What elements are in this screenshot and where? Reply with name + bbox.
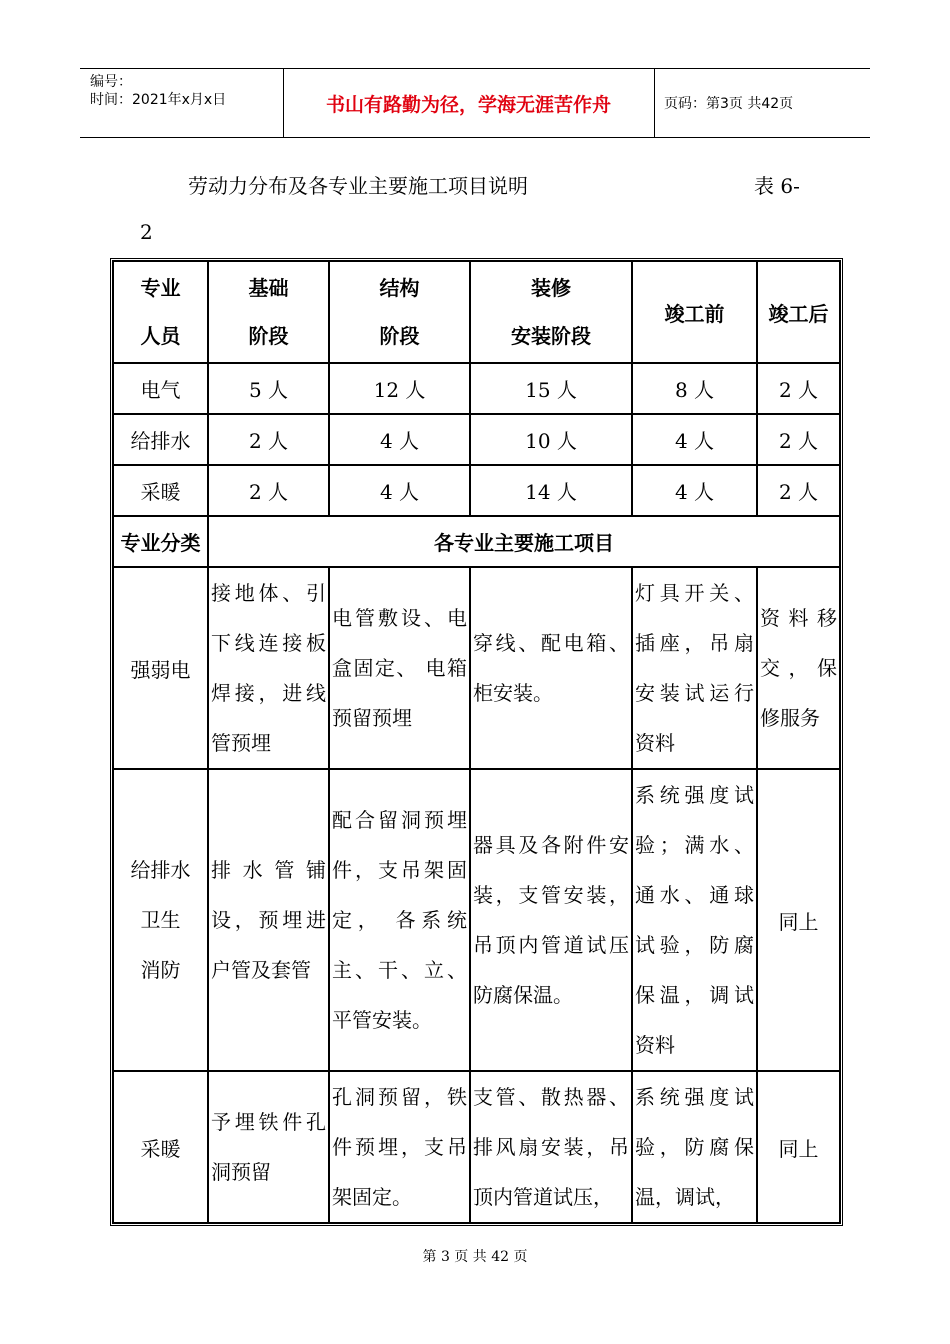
document-title: 劳动力分布及各专业主要施工项目说明 — [188, 174, 528, 198]
row-label: 电气 — [113, 363, 208, 414]
header-cell-post-completion: 竣工后 — [757, 261, 840, 363]
cell-value: 5 人 — [208, 363, 329, 414]
cell-value: 4 人 — [632, 465, 757, 516]
cell-text: 同上 — [757, 769, 840, 1071]
cell-text: 系统强度试验；满水、通水、通球试验，防腐保温，调试资料 — [632, 769, 757, 1071]
table-row — [113, 414, 840, 465]
row-label: 强弱电 — [113, 567, 208, 769]
section-header-row — [113, 516, 840, 567]
cell-text: 配合留洞预埋件，支吊架固定， 各系统主、干、立、平管安装。 — [329, 769, 470, 1071]
cell-value: 4 人 — [632, 414, 757, 465]
cell-value: 12 人 — [329, 363, 470, 414]
cell-text: 资料移交，保修服务 — [757, 567, 840, 769]
row-label: 给排水 — [113, 414, 208, 465]
cell-value: 14 人 — [470, 465, 632, 516]
cell-text: 灯具开关、插座，吊扇安装试运行资料 — [632, 567, 757, 769]
row-label: 采暖 — [113, 465, 208, 516]
cell-text: 排水管铺设，预埋进户管及套管 — [208, 769, 329, 1071]
page-label: 页码：第3页 共42页 — [664, 96, 794, 112]
header-cell-decoration: 装修 安装阶段 — [470, 261, 632, 363]
cell-value: 2 人 — [208, 465, 329, 516]
header-cell-pre-completion: 竣工前 — [632, 261, 757, 363]
page-footer: 第 3 页 共 42 页 — [422, 1249, 528, 1265]
cell-text: 系统强度试验，防腐保温，调试， — [632, 1071, 757, 1223]
header-cell-role: 专业 人员 — [113, 261, 208, 363]
cell-value: 2 人 — [757, 465, 840, 516]
cell-value: 8 人 — [632, 363, 757, 414]
row-label: 采暖 — [113, 1071, 208, 1223]
table-row — [113, 567, 840, 769]
cell-text: 孔洞预留，铁件预埋，支吊架固定。 — [329, 1071, 470, 1223]
cell-text: 器具及各附件安装，支管安装，吊顶内管道试压防腐保温。 — [470, 769, 632, 1071]
cell-text: 电管敷设、电盒固定、 电箱预留预埋 — [329, 567, 470, 769]
cell-text: 予埋铁件孔洞预留 — [208, 1071, 329, 1223]
table-row — [113, 363, 840, 414]
number-label: 编号： — [90, 74, 132, 90]
cell-value: 4 人 — [329, 414, 470, 465]
table-number: 表 6- — [754, 174, 800, 198]
page-header — [80, 68, 870, 138]
table-row — [113, 465, 840, 516]
header-meta — [80, 69, 284, 137]
table-number-cont: 2 — [140, 220, 153, 244]
header-cell-structure: 结构 阶段 — [329, 261, 470, 363]
cell-value: 10 人 — [470, 414, 632, 465]
cell-value: 2 人 — [757, 363, 840, 414]
cell-value: 15 人 — [470, 363, 632, 414]
header-cell-foundation: 基础 阶段 — [208, 261, 329, 363]
cell-text: 同上 — [757, 1071, 840, 1223]
cell-text: 穿线、配电箱、柜安装。 — [470, 567, 632, 769]
section-label: 专业分类 — [113, 516, 208, 567]
cell-text: 支管、散热器、排风扇安装，吊顶内管道试压， — [470, 1071, 632, 1223]
date-label: 时间：2021年x月x日 — [90, 92, 227, 108]
table-header-row — [113, 261, 840, 363]
labor-table — [110, 258, 843, 1226]
cell-value: 2 人 — [757, 414, 840, 465]
cell-text: 接地体、引下线连接板焊接，进线管预埋 — [208, 567, 329, 769]
row-label: 给排水 卫生 消防 — [113, 769, 208, 1071]
table-row — [113, 769, 840, 1071]
cell-value: 2 人 — [208, 414, 329, 465]
cell-value: 4 人 — [329, 465, 470, 516]
section-title: 各专业主要施工项目 — [208, 516, 840, 567]
table-row — [113, 1071, 840, 1223]
motto: 书山有路勤为径，学海无涯苦作舟 — [283, 69, 655, 137]
